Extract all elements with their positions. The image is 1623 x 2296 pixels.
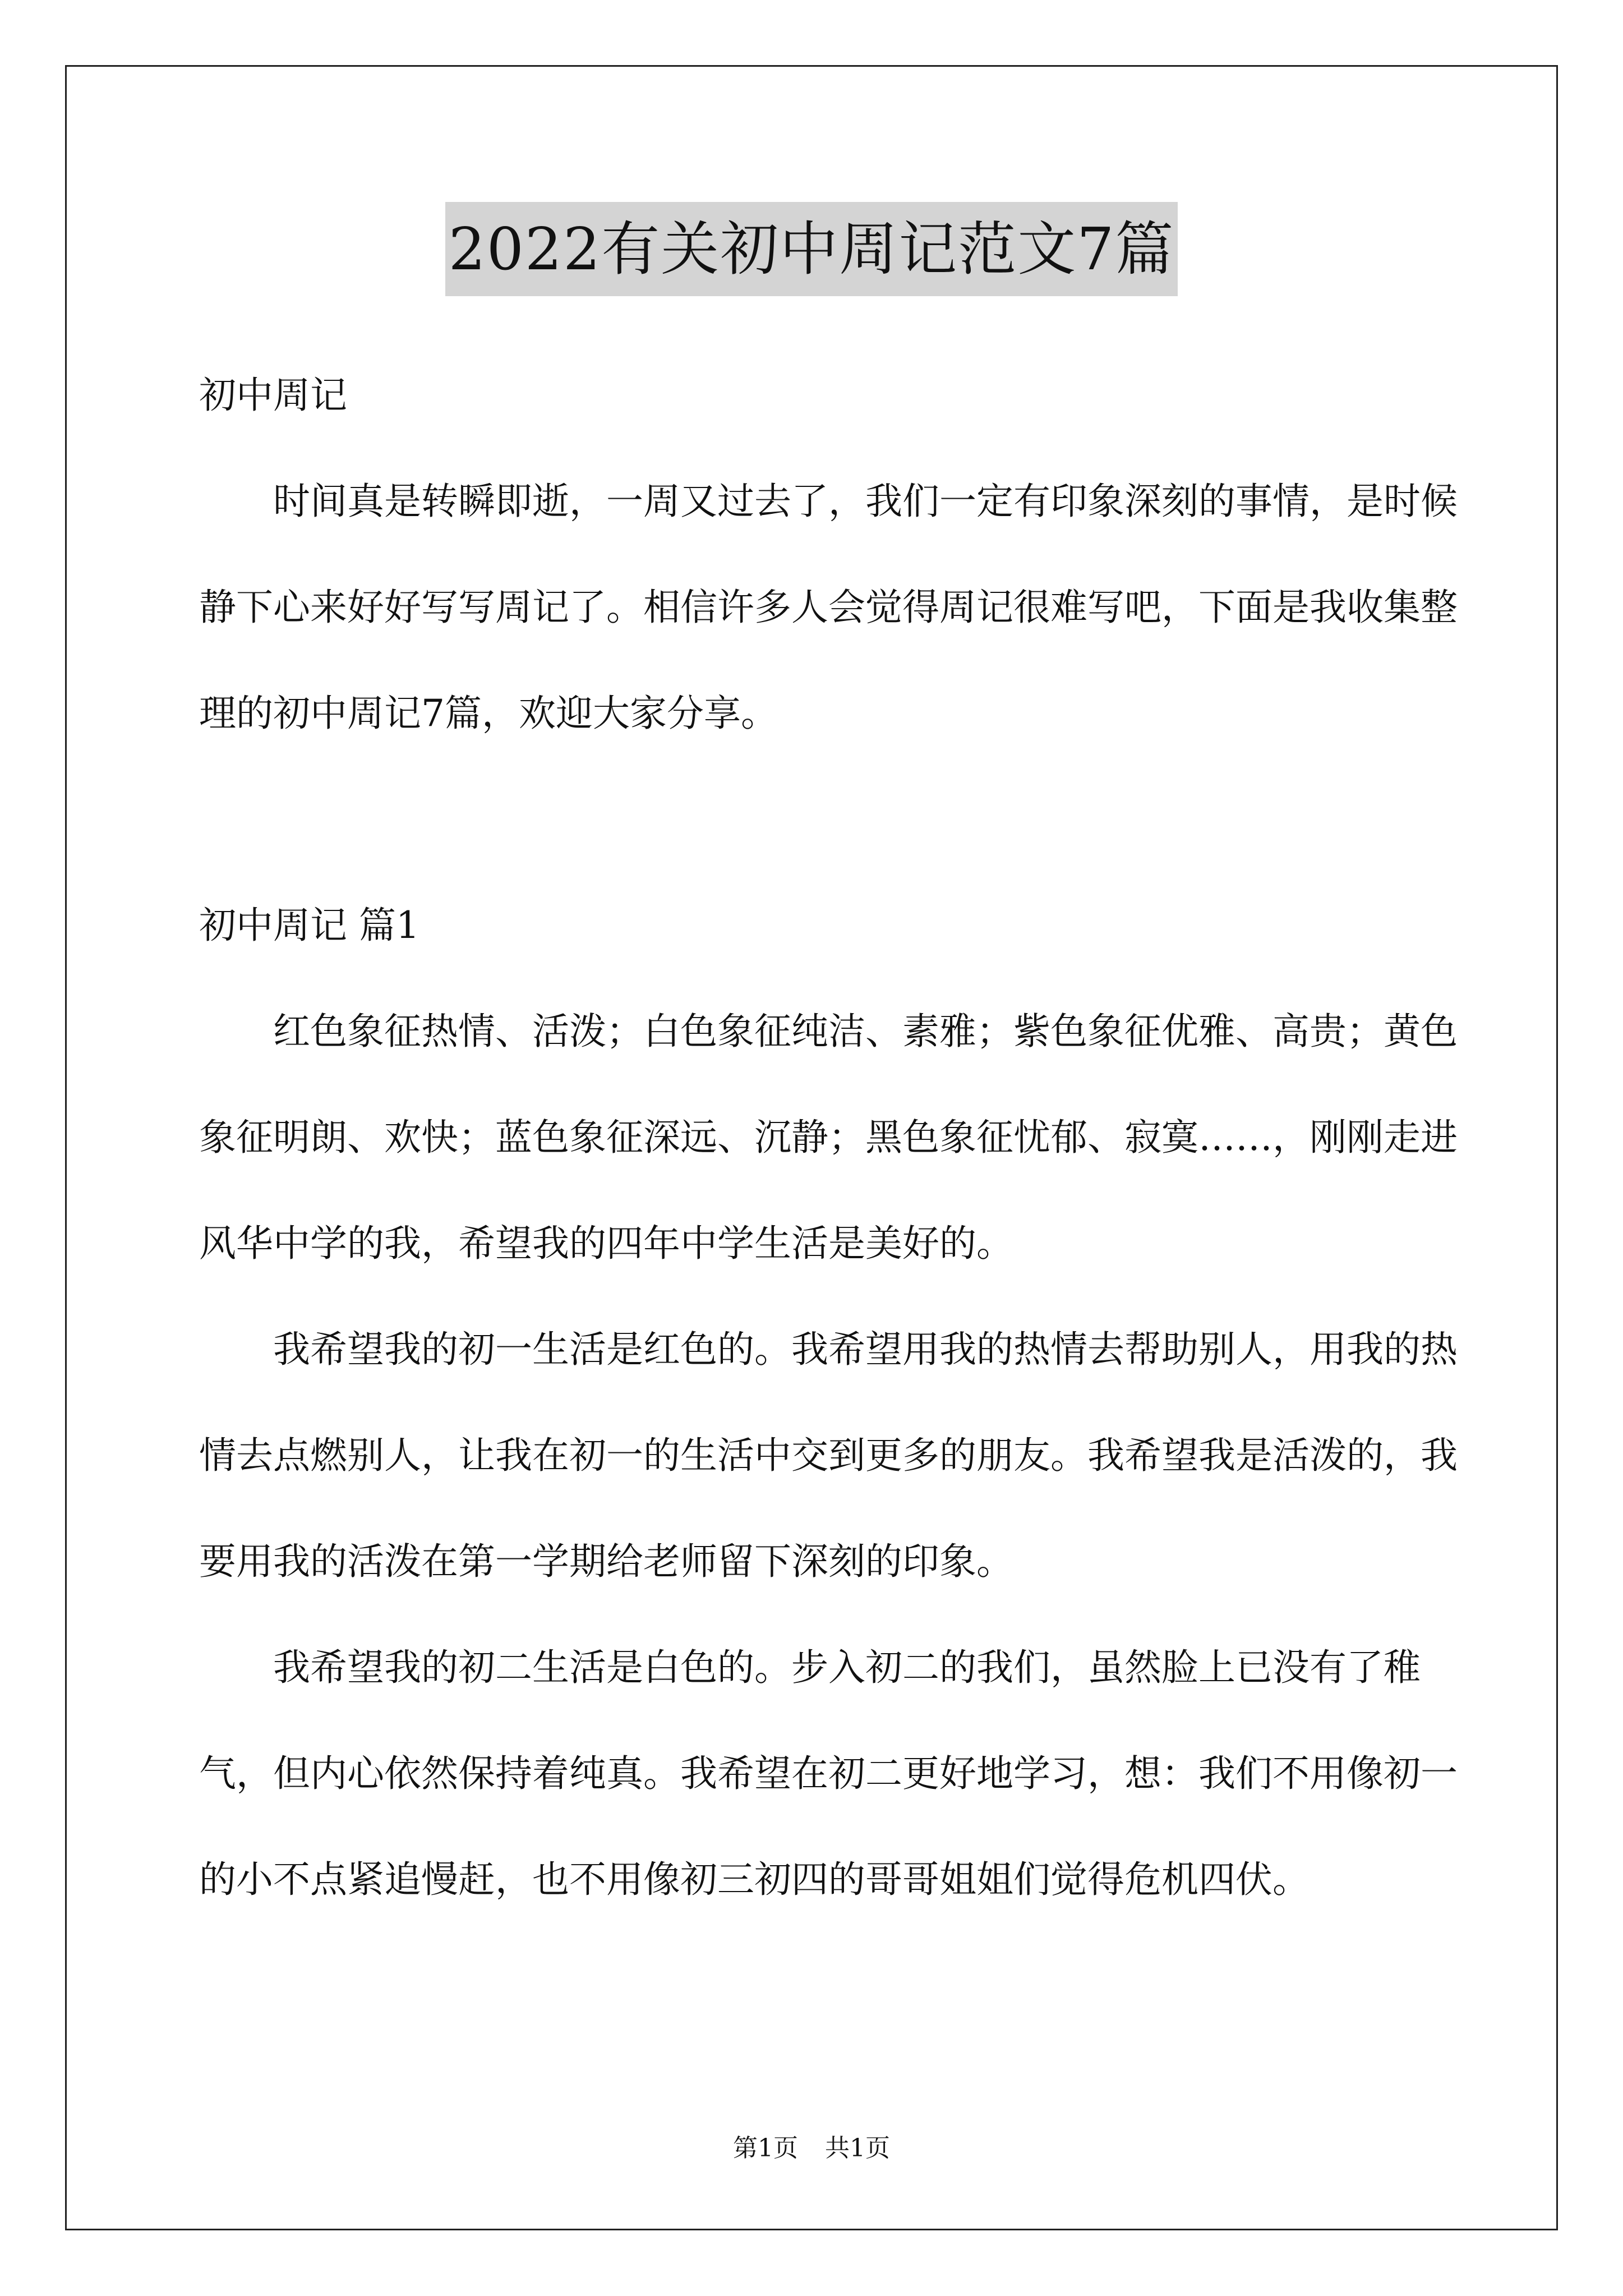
section-heading: 初中周记	[199, 374, 347, 417]
page-number-total: 共1页	[825, 2134, 890, 2162]
page-number-current: 第1页	[733, 2134, 798, 2162]
page-footer	[0, 2132, 1623, 2165]
paragraph-gap	[199, 766, 1461, 872]
document-title: 2022有关初中周记范文7篇	[445, 202, 1178, 296]
title-container	[0, 202, 1623, 296]
document-body	[199, 342, 1461, 1932]
article-paragraph-2: 我希望我的初一生活是红色的。我希望用我的热情去帮助别人，用我的热情去点燃别人，让我在初一的生活中交到更多的朋友。我希望我是活泼的，我要用我的活泼在第一学期给老师留下深刻的印象。	[199, 1328, 1458, 1583]
intro-paragraph: 时间真是转瞬即逝，一周又过去了，我们一定有印象深刻的事情，是时候静下心来好好写写周记了。相信许多人会觉得周记很难写吧，下面是我收集整理的初中周记7篇，欢迎大家分享。	[199, 480, 1458, 735]
article-paragraph-3: 我希望我的初二生活是白色的。步入初二的我们，虽然脸上已没有了稚气，但内心依然保持着纯真。我希望在初二更好地学习，想：我们不用像初一的小不点紧追慢赶，也不用像初三初四的哥哥姐姐们觉得危机四伏。	[199, 1646, 1458, 1901]
article-paragraph-1: 红色象征热情、活泼；白色象征纯洁、素雅；紫色象征优雅、高贵；黄色象征明朗、欢快；蓝色象征深远、沉静；黑色象征忧郁、寂寞……，刚刚走进风华中学的我，希望我的四年中学生活是美好的。	[199, 1010, 1458, 1265]
article-heading: 初中周记 篇1	[199, 904, 419, 947]
